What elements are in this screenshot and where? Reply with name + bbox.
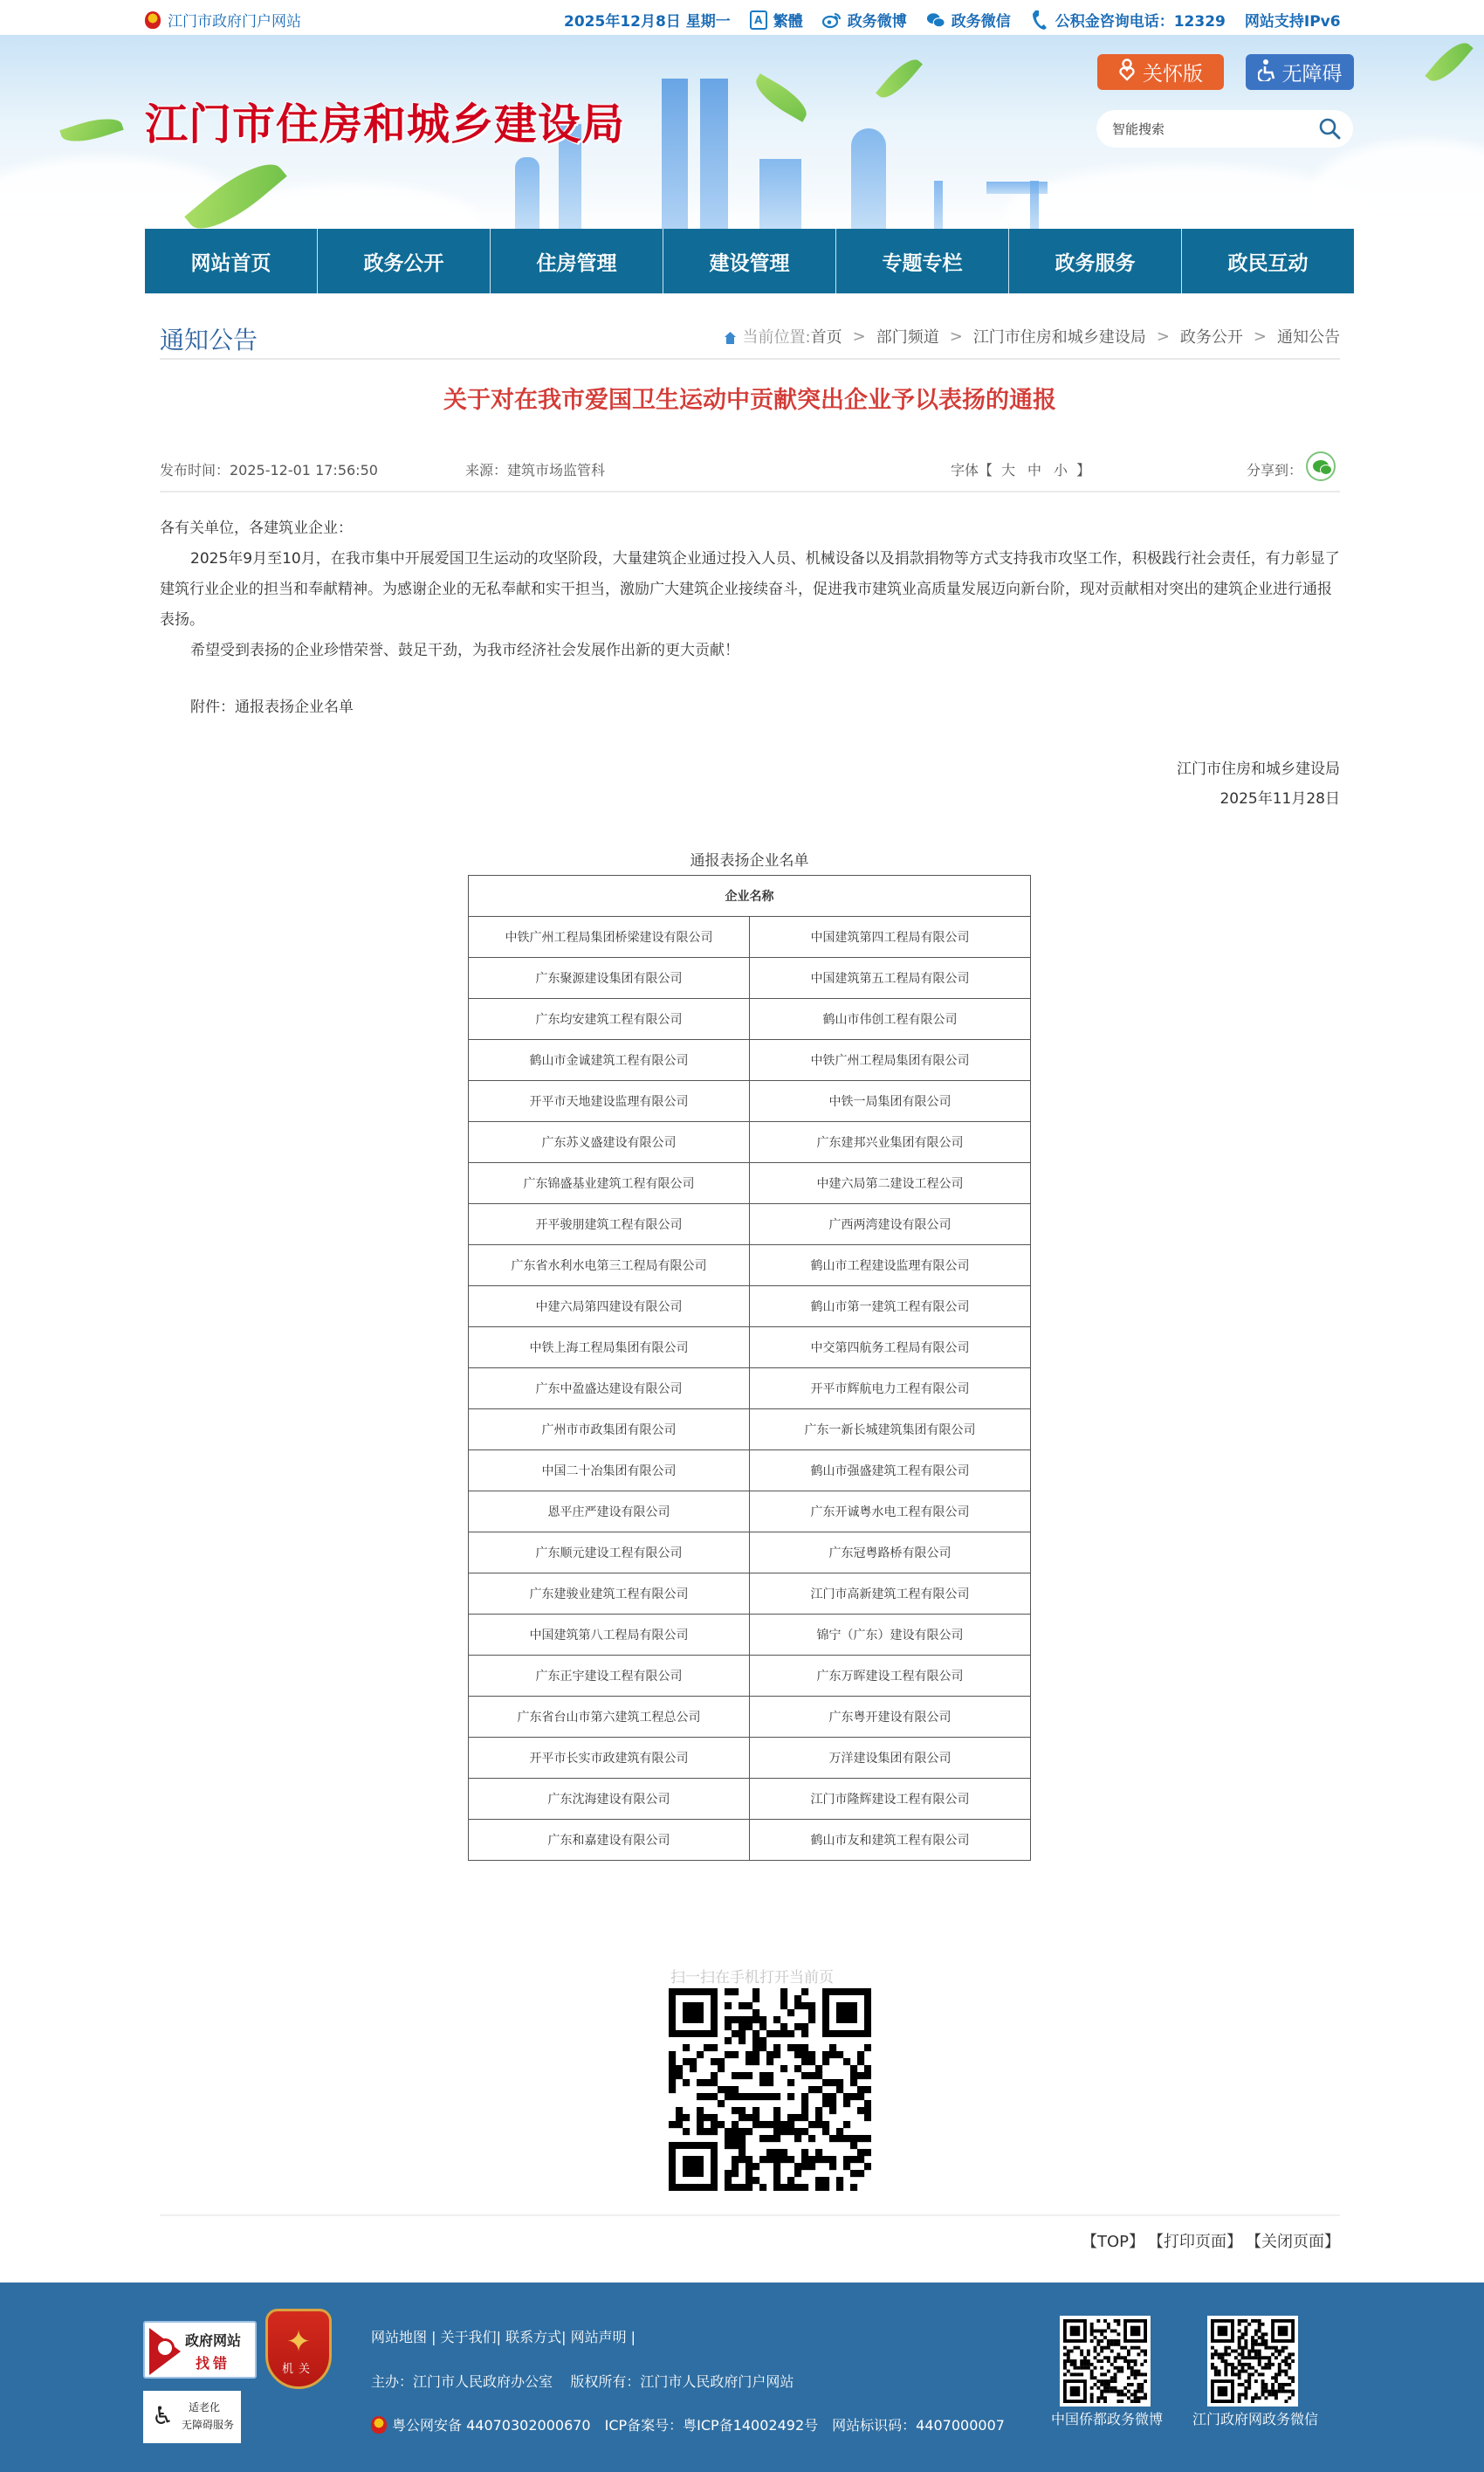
table-row xyxy=(469,958,1031,999)
search-input[interactable] xyxy=(1112,117,1304,141)
enterprise-name-cell: 中铁广州工程局集团桥梁建设有限公司 xyxy=(469,917,750,958)
enterprise-name-cell: 鹤山市伟创工程有限公司 xyxy=(750,999,1031,1040)
article-title: 关于对在我市爱国卫生运动中贡献突出企业予以表扬的通报 xyxy=(443,387,1056,414)
font-size-large[interactable]: 大 xyxy=(1001,462,1016,479)
building-decoration xyxy=(851,128,886,229)
traditional-chinese-link[interactable] xyxy=(750,9,803,31)
enterprise-table xyxy=(468,875,1031,1861)
enterprise-name-cell: 广东沈海建设有限公司 xyxy=(469,1779,750,1820)
qr-caption: 扫一扫在手机打开当前页 xyxy=(670,1969,834,1987)
find-error-badge[interactable] xyxy=(143,2321,257,2379)
enterprise-name-cell: 中铁上海工程局集团有限公司 xyxy=(469,1327,750,1368)
wechat-label: 政务微信 xyxy=(951,13,1011,31)
weibo-icon xyxy=(822,10,842,30)
header-banner xyxy=(0,35,1484,229)
back-to-top-link[interactable]: 【TOP】 xyxy=(1081,2233,1144,2251)
article-body xyxy=(160,513,1340,666)
wechat-qr-caption: 江门政府网政务微信 xyxy=(1192,2411,1319,2427)
attachment-note: 附件：通报表扬企业名单 xyxy=(190,699,354,716)
leaf-decoration xyxy=(876,53,923,105)
breadcrumb-prefix: 当前位置: xyxy=(742,328,811,347)
national-emblem-icon xyxy=(145,11,161,29)
site-title: 江门市住房和城乡建设局 xyxy=(145,100,626,149)
enterprise-name-cell: 中建六局第二建设工程公司 xyxy=(750,1163,1031,1204)
enterprise-name-cell: 广东省水利水电第三工程局有限公司 xyxy=(469,1245,750,1286)
home-icon xyxy=(725,330,736,342)
wechat-share-icon[interactable] xyxy=(1306,451,1336,481)
enterprise-name-cell: 开平市辉航电力工程有限公司 xyxy=(750,1368,1031,1409)
salutation: 各有关单位，各建筑业企业： xyxy=(160,520,353,537)
table-row xyxy=(469,1615,1031,1656)
copyright-text: 版权所有：江门市人民政府门户网站 xyxy=(570,2373,794,2390)
elder-friendly-title: 适老化 xyxy=(189,2401,221,2413)
table-row xyxy=(469,1122,1031,1163)
font-a-icon: A xyxy=(750,10,767,30)
hotline xyxy=(1030,9,1226,31)
enterprise-name-cell: 广东聚源建设集团有限公司 xyxy=(469,958,750,999)
police-emblem-icon xyxy=(371,2416,387,2434)
enterprise-name-cell: 中建六局第四建设有限公司 xyxy=(469,1286,750,1327)
weibo-qr-caption: 中国侨都政务微博 xyxy=(1051,2411,1164,2427)
weibo-qr-code xyxy=(1060,2316,1151,2407)
table-header-row xyxy=(469,876,1031,917)
nav-item-services[interactable]: 政务服务 xyxy=(1009,229,1182,293)
table-row xyxy=(469,1081,1031,1122)
body-paragraph: 2025年9月至10月，在我市集中开展爱国卫生运动的攻坚阶段，大量建筑企业通过投入人员、机械设备以及捐款捐物等方式支持我市攻坚工作，积极践行社会责任，有力彰显了建筑行业企业的担当和奉献精神。为感谢企业的无私奉献和实干担当，激励广大建筑企业接续奋斗，促进我市建筑业高质量发展迈向新台阶，现对贡献相对突出的建筑企业进行通报表扬。 xyxy=(160,550,1340,629)
portal-link[interactable] xyxy=(145,9,301,31)
font-size-label: 字体【 xyxy=(951,462,993,479)
table-row xyxy=(469,1573,1031,1615)
breadcrumb-separator: > xyxy=(949,327,963,346)
footer-record-line xyxy=(371,2414,1005,2434)
enterprise-name-cell: 开平市天地建设监理有限公司 xyxy=(469,1081,750,1122)
breadcrumb-bureau[interactable]: 江门市住房和城乡建设局 xyxy=(972,328,1146,347)
table-caption: 通报表扬企业名单 xyxy=(690,852,809,870)
enterprise-name-cell: 广东均安建筑工程有限公司 xyxy=(469,999,750,1040)
enterprise-name-cell: 中国二十冶集团有限公司 xyxy=(469,1450,750,1491)
leaf-decoration xyxy=(59,112,123,149)
portal-link-label: 江门市政府门户网站 xyxy=(168,13,301,31)
top-bar-right xyxy=(564,9,1360,31)
enterprise-name-cell: 广东顺元建设工程有限公司 xyxy=(469,1532,750,1573)
wechat-icon xyxy=(926,10,945,30)
enterprise-name-cell: 鹤山市强盛建筑工程有限公司 xyxy=(750,1450,1031,1491)
link-divider: | xyxy=(496,2329,506,2345)
traditional-label: 繁體 xyxy=(773,13,803,31)
enterprise-name-cell: 广东冠粤路桥有限公司 xyxy=(750,1532,1031,1573)
enterprise-name-cell: 广东锦盛基业建筑工程有限公司 xyxy=(469,1163,750,1204)
nav-item-home[interactable]: 网站首页 xyxy=(145,229,318,293)
breadcrumb-separator: > xyxy=(1156,327,1170,346)
print-page-link[interactable]: 【打印页面】 xyxy=(1148,2233,1242,2251)
article-meta xyxy=(160,449,1340,492)
link-divider: | xyxy=(626,2329,636,2345)
section-title: 通知公告 xyxy=(160,326,258,355)
close-page-link[interactable]: 【关闭页面】 xyxy=(1246,2233,1340,2251)
party-emblem-icon: ✦ xyxy=(285,2324,312,2359)
building-decoration xyxy=(759,159,801,229)
enterprise-name-cell: 鹤山市第一建筑工程有限公司 xyxy=(750,1286,1031,1327)
enterprise-name-cell: 江门市高新建筑工程有限公司 xyxy=(750,1573,1031,1615)
nav-item-housing[interactable]: 住房管理 xyxy=(491,229,663,293)
enterprise-name-cell: 广东一新长城建筑集团有限公司 xyxy=(750,1409,1031,1450)
enterprise-name-cell: 鹤山市友和建筑工程有限公司 xyxy=(750,1820,1031,1861)
enterprise-name-cell: 广东中盈盛达建设有限公司 xyxy=(469,1368,750,1409)
party-organ-badge[interactable] xyxy=(265,2309,332,2389)
table-row xyxy=(469,1656,1031,1697)
signature-date: 2025年11月28日 xyxy=(1219,790,1340,808)
wheelchair-icon: ♿ xyxy=(152,2401,175,2430)
table-row xyxy=(469,1163,1031,1204)
enterprise-name-cell: 中国建筑第四工程局有限公司 xyxy=(750,917,1031,958)
footer-link-statement[interactable]: 网站声明 xyxy=(570,2329,627,2345)
table-row xyxy=(469,1532,1031,1573)
breadcrumb-home[interactable]: 首页 xyxy=(810,328,842,347)
link-divider: | xyxy=(561,2329,571,2345)
phone-icon xyxy=(1030,10,1049,30)
enterprise-name-cell: 广东和嘉建设有限公司 xyxy=(469,1820,750,1861)
nav-item-interaction[interactable]: 政民互动 xyxy=(1227,251,1309,275)
enterprise-name-cell: 万洋建设集团有限公司 xyxy=(750,1738,1031,1779)
publish-time: 发布时间：2025-12-01 17:56:50 xyxy=(160,462,378,479)
wechat-qr-code xyxy=(1207,2316,1298,2407)
elder-friendly-badge[interactable] xyxy=(143,2391,241,2443)
signature-org: 江门市住房和城乡建设局 xyxy=(1177,761,1340,778)
building-decoration xyxy=(700,79,728,229)
party-organ-label: 机关 xyxy=(281,2363,315,2376)
bridge-decoration xyxy=(1030,181,1039,229)
table-row xyxy=(469,1327,1031,1368)
care-mode-label: 关怀版 xyxy=(1143,63,1203,86)
bridge-decoration xyxy=(934,181,943,229)
footer-link-about[interactable]: 关于我们 xyxy=(440,2329,497,2345)
page-qr-code xyxy=(669,1988,871,2191)
accessibility-button[interactable] xyxy=(1246,54,1354,90)
enterprise-name-cell: 江门市隆辉建设工程有限公司 xyxy=(750,1779,1031,1820)
footer-links xyxy=(371,2326,636,2346)
table-row xyxy=(469,1779,1031,1820)
body-paragraph: 希望受到表扬的企业珍惜荣誉、鼓足干劲，为我市经济社会发展作出新的更大贡献！ xyxy=(190,642,739,659)
breadcrumb-separator: > xyxy=(1253,327,1267,346)
enterprise-name-cell: 开平骏朋建筑工程有限公司 xyxy=(469,1204,750,1245)
care-mode-button[interactable] xyxy=(1097,54,1224,90)
magnifier-icon xyxy=(155,2338,175,2358)
nav-item-government-affairs[interactable]: 政务公开 xyxy=(318,229,491,293)
sponsor-text: 主办：江门市人民政府办公室 xyxy=(371,2373,553,2390)
table-row xyxy=(469,1491,1031,1532)
table-row xyxy=(469,1040,1031,1081)
ipv6-text: 网站支持IPv6 xyxy=(1244,13,1341,31)
enterprise-name-cell: 恩平庄严建设有限公司 xyxy=(469,1491,750,1532)
elder-friendly-subtitle: 无障碍服务 xyxy=(182,2419,235,2431)
breadcrumb-gov-affairs[interactable]: 政务公开 xyxy=(1179,328,1243,347)
main-nav xyxy=(145,229,1354,293)
font-size-close-bracket: 】 xyxy=(1076,462,1091,479)
leaf-decoration xyxy=(750,73,814,122)
table-row xyxy=(469,1409,1031,1450)
hotline-text: 公积金咨询电话：12329 xyxy=(1055,13,1226,31)
police-record-link[interactable]: 粤公网安备 44070302000670 xyxy=(392,2417,591,2434)
table-row xyxy=(469,1738,1031,1779)
enterprise-name-cell: 鹤山市金诚建筑工程有限公司 xyxy=(469,1040,750,1081)
ipv6-support xyxy=(1245,9,1341,31)
weibo-link[interactable] xyxy=(822,9,907,31)
article-source: 来源：建筑市场监管科 xyxy=(465,462,606,479)
enterprise-name-cell: 中铁一局集团有限公司 xyxy=(750,1081,1031,1122)
date-text: 2025年12月8日 星期一 xyxy=(564,13,731,31)
leaf-decoration xyxy=(1425,36,1473,88)
table-row xyxy=(469,1450,1031,1491)
accessibility-label: 无障碍 xyxy=(1281,63,1343,86)
enterprise-name-cell: 广东建邦兴业集团有限公司 xyxy=(750,1122,1031,1163)
building-decoration xyxy=(515,157,539,229)
enterprise-name-cell: 广东开诚粤水电工程有限公司 xyxy=(750,1491,1031,1532)
nav-item-construction[interactable]: 建设管理 xyxy=(663,229,836,293)
enterprise-name-cell: 广东正宇建设工程有限公司 xyxy=(469,1656,750,1697)
table-row xyxy=(469,1368,1031,1409)
table-row xyxy=(469,1245,1031,1286)
link-divider: | xyxy=(427,2329,441,2345)
enterprise-name-cell: 广东苏义盛建设有限公司 xyxy=(469,1122,750,1163)
find-error-title: 政府网站 xyxy=(185,2332,242,2349)
date-display xyxy=(564,9,731,31)
enterprise-name-cell: 中铁广州工程局集团有限公司 xyxy=(750,1040,1031,1081)
weibo-label: 政务微博 xyxy=(847,13,907,31)
nav-item-special-topics[interactable]: 专题专栏 xyxy=(836,229,1009,293)
table-row xyxy=(469,1697,1031,1738)
cloud-decoration xyxy=(1309,140,1484,229)
table-row xyxy=(469,1204,1031,1245)
enterprise-name-cell: 广东建骏业建筑工程有限公司 xyxy=(469,1573,750,1615)
page-tools xyxy=(1082,2229,1340,2252)
find-error-subtitle: 找错 xyxy=(196,2355,231,2372)
enterprise-name-cell: 中交第四航务工程局有限公司 xyxy=(750,1327,1031,1368)
table-row xyxy=(469,917,1031,958)
font-size-small[interactable]: 小 xyxy=(1054,462,1068,479)
footer xyxy=(0,2283,1484,2472)
table-row xyxy=(469,1820,1031,1861)
enterprise-name-cell: 鹤山市工程建设监理有限公司 xyxy=(750,1245,1031,1286)
heart-person-icon xyxy=(1118,59,1136,86)
font-size-switcher xyxy=(951,459,1090,479)
footer-link-contact[interactable]: 联系方式 xyxy=(505,2329,562,2345)
enterprise-name-cell: 广州市市政集团有限公司 xyxy=(469,1409,750,1450)
share-label: 分享到： xyxy=(1247,462,1303,479)
font-size-medium[interactable]: 中 xyxy=(1027,462,1042,479)
wechat-link[interactable] xyxy=(926,9,1011,31)
enterprise-name-cell: 中国建筑第五工程局有限公司 xyxy=(750,958,1031,999)
divider xyxy=(160,2214,1340,2216)
table-row xyxy=(469,999,1031,1040)
footer-sponsor-line xyxy=(371,2371,794,2391)
search-icon[interactable] xyxy=(1318,117,1341,140)
enterprise-name-cell: 广西两湾建设有限公司 xyxy=(750,1204,1031,1245)
footer-link-sitemap[interactable]: 网站地图 xyxy=(371,2329,428,2345)
enterprise-name-cell: 锦宁（广东）建设有限公司 xyxy=(750,1615,1031,1656)
enterprise-name-cell: 广东粤开建设有限公司 xyxy=(750,1697,1031,1738)
search-box xyxy=(1096,110,1353,148)
wheelchair-icon xyxy=(1258,59,1277,86)
enterprise-name-cell: 广东省台山市第六建筑工程总公司 xyxy=(469,1697,750,1738)
breadcrumb-notices[interactable]: 通知公告 xyxy=(1277,328,1340,347)
enterprise-name-cell: 广东万晖建设工程有限公司 xyxy=(750,1656,1031,1697)
breadcrumb-separator: > xyxy=(852,327,866,346)
breadcrumb xyxy=(725,325,1340,348)
top-bar xyxy=(0,0,1484,35)
table-header: 企业名称 xyxy=(469,876,1031,917)
site-code: 网站标识码：4407000007 xyxy=(832,2417,1005,2434)
icp-record-link[interactable]: ICP备案号：粤ICP备14002492号 xyxy=(604,2417,819,2434)
building-decoration xyxy=(662,79,688,229)
table-row xyxy=(469,1286,1031,1327)
enterprise-name-cell: 开平市长实市政建筑有限公司 xyxy=(469,1738,750,1779)
section-header xyxy=(160,313,1340,360)
enterprise-name-cell: 中国建筑第八工程局有限公司 xyxy=(469,1615,750,1656)
breadcrumb-departments[interactable]: 部门频道 xyxy=(876,328,939,347)
